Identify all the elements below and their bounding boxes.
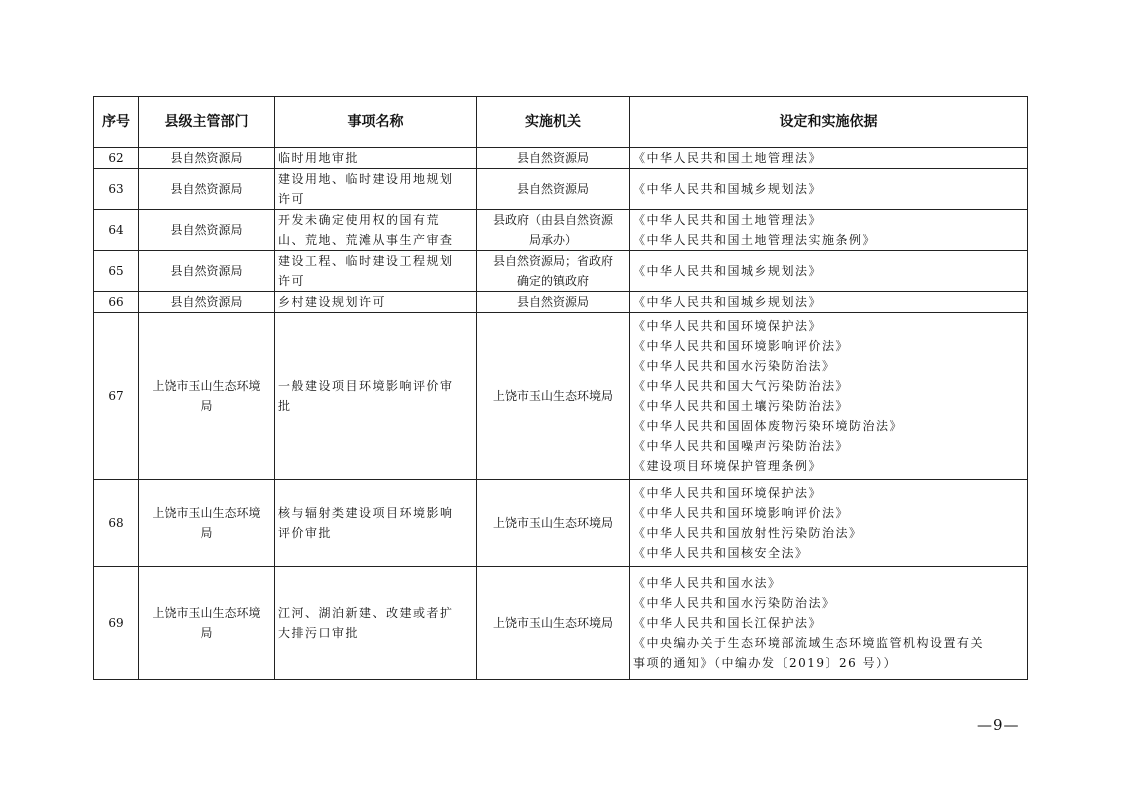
approval-items-table [93,96,1028,680]
cell-agency [477,148,630,169]
cell-agency-line: 县政府（由县自然资源 [492,213,613,227]
cell-item [275,313,477,480]
cell-dept [139,169,275,210]
table-row [94,148,1028,169]
header-agency: 实施机关 [477,97,630,148]
cell-item-line: 许可 [278,192,306,206]
cell-seq: 66 [94,292,139,313]
cell-seq: 67 [94,313,139,480]
table-row [94,292,1028,313]
cell-basis-line: 《中华人民共和国环境保护法》 [633,486,823,500]
cell-item-line: 核与辐射类建设项目环境影响 [278,506,454,520]
header-basis: 设定和实施依据 [630,97,1028,148]
cell-item-line: 山、荒地、荒滩从事生产审查 [278,233,454,247]
cell-basis-line: 《中华人民共和国长江保护法》 [633,616,823,630]
cell-agency-line: 局承办） [528,233,577,247]
cell-dept [139,313,275,480]
cell-item-line: 一般建设项目环境影响评价审 [278,379,454,393]
cell-dept-line: 上饶市玉山生态环境 [152,506,261,520]
cell-dept [139,251,275,292]
cell-agency-line: 县自然资源局 [516,182,589,196]
cell-item [275,148,477,169]
cell-basis [630,480,1028,567]
cell-basis-line: 《中华人民共和国城乡规划法》 [633,264,823,278]
table-row [94,251,1028,292]
cell-basis-line: 《中央编办关于生态环境部流域生态环境监管机构设置有关 [633,636,985,650]
cell-item [275,567,477,680]
cell-agency [477,567,630,680]
cell-basis-line: 《中华人民共和国环境保护法》 [633,319,823,333]
cell-basis-line: 《中华人民共和国环境影响评价法》 [633,339,850,353]
cell-item-line: 江河、湖泊新建、改建或者扩 [278,606,454,620]
cell-agency [477,292,630,313]
cell-item-line: 建设工程、临时建设工程规划 [278,254,454,268]
page-number: —9— [977,716,1020,734]
cell-item-line: 建设用地、临时建设用地规划 [278,172,454,186]
cell-seq: 65 [94,251,139,292]
cell-basis [630,567,1028,680]
cell-agency-line: 上饶市玉山生态环境局 [492,389,613,403]
cell-basis-line: 《建设项目环境保护管理条例》 [633,459,823,473]
cell-dept [139,148,275,169]
cell-dept [139,292,275,313]
cell-agency [477,251,630,292]
cell-agency-line: 上饶市玉山生态环境局 [492,616,613,630]
cell-item-line: 大排污口审批 [278,626,360,640]
cell-item-line: 批 [278,399,292,413]
cell-item [275,210,477,251]
cell-basis-line: 《中华人民共和国噪声污染防治法》 [633,439,850,453]
cell-item [275,292,477,313]
cell-agency-line: 县自然资源局 [516,295,589,309]
cell-agency [477,169,630,210]
cell-item [275,169,477,210]
cell-dept-line: 县自然资源局 [170,182,243,196]
cell-basis-line: 《中华人民共和国放射性污染防治法》 [633,526,863,540]
cell-dept-line: 县自然资源局 [170,151,243,165]
cell-seq: 64 [94,210,139,251]
cell-agency [477,210,630,251]
table-header-row [94,97,1028,148]
cell-basis-line: 《中华人民共和国核安全法》 [633,546,809,560]
cell-basis-line: 《中华人民共和国土地管理法》 [633,213,823,227]
cell-dept-line: 县自然资源局 [170,264,243,278]
cell-agency-line: 确定的镇政府 [516,274,589,288]
header-dept: 县级主管部门 [139,97,275,148]
cell-dept-line: 上饶市玉山生态环境 [152,379,261,393]
cell-dept-line: 县自然资源局 [170,295,243,309]
cell-basis-line: 《中华人民共和国土地管理法》 [633,151,823,165]
cell-item-line: 乡村建设规划许可 [278,295,387,309]
table-row [94,567,1028,680]
cell-basis-line: 《中华人民共和国固体废物污染环境防治法》 [633,419,904,433]
cell-basis [630,292,1028,313]
cell-agency-line: 县自然资源局 [516,151,589,165]
cell-dept-line: 局 [200,626,213,640]
cell-basis [630,313,1028,480]
cell-seq: 69 [94,567,139,680]
cell-agency-line: 县自然资源局；省政府 [492,254,613,268]
cell-basis-line: 《中华人民共和国大气污染防治法》 [633,379,850,393]
cell-agency [477,313,630,480]
cell-dept [139,210,275,251]
cell-basis [630,251,1028,292]
cell-basis-line: 《中华人民共和国城乡规划法》 [633,182,823,196]
cell-basis [630,210,1028,251]
cell-basis-line: 《中华人民共和国环境影响评价法》 [633,506,850,520]
cell-basis-line: 事项的通知》（中编办发〔2019〕26 号）） [633,656,898,670]
cell-basis-line: 《中华人民共和国水污染防治法》 [633,359,836,373]
cell-item-line: 临时用地审批 [278,151,360,165]
cell-item-line: 开发未确定使用权的国有荒 [278,213,441,227]
header-item: 事项名称 [275,97,477,148]
cell-basis [630,169,1028,210]
table-row [94,480,1028,567]
cell-basis-line: 《中华人民共和国土地管理法实施条例》 [633,233,877,247]
cell-dept-line: 县自然资源局 [170,223,243,237]
cell-item [275,480,477,567]
header-seq: 序号 [94,97,139,148]
cell-item-line: 许可 [278,274,306,288]
table-row [94,313,1028,480]
cell-basis-line: 《中华人民共和国城乡规划法》 [633,295,823,309]
cell-basis-line: 《中华人民共和国土壤污染防治法》 [633,399,850,413]
cell-seq: 63 [94,169,139,210]
cell-dept-line: 局 [200,399,213,413]
cell-dept [139,567,275,680]
cell-item [275,251,477,292]
cell-basis [630,148,1028,169]
cell-item-line: 评价审批 [278,526,333,540]
cell-seq: 62 [94,148,139,169]
cell-agency [477,480,630,567]
table-row [94,169,1028,210]
cell-dept [139,480,275,567]
cell-agency-line: 上饶市玉山生态环境局 [492,516,613,530]
cell-dept-line: 上饶市玉山生态环境 [152,606,261,620]
table-row [94,210,1028,251]
cell-basis-line: 《中华人民共和国水法》 [633,576,782,590]
cell-seq: 68 [94,480,139,567]
cell-basis-line: 《中华人民共和国水污染防治法》 [633,596,836,610]
cell-dept-line: 局 [200,526,213,540]
